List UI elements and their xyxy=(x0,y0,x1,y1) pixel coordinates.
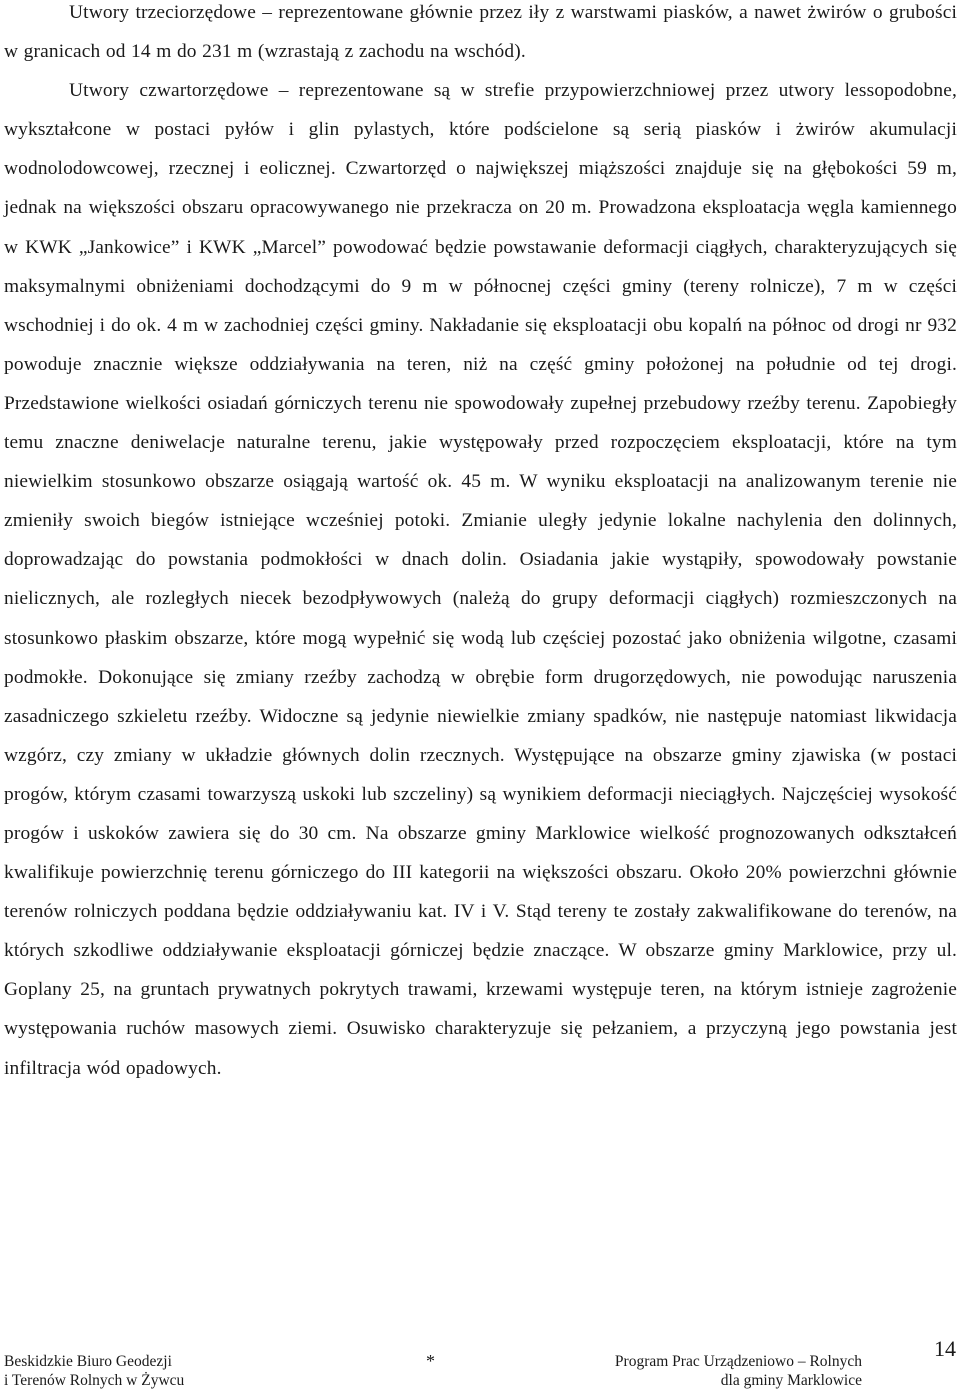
main-paragraph: Utwory czwartorzędowe – reprezentowane są w strefie przypowierzchniowej przez utwory lessopodobne, wykształcone w postaci pyłów i glin pylastych, które podścielone są serią piasków i żwirów akumulacji wodnolodowcowej, rzecznej i eolicznej. Czwartorzęd o największej miąższości znajduje się na głębokości 59 m, jednak na większości obszaru opracowywanego nie przekracza on 20 m. Prowadzona eksploatacja węgla kamiennego w KWK „Jankowice” i KWK „Marcel” powodować będzie powstawanie deformacji ciągłych, charakteryzujących się maksymalnymi obniżeniami dochodzącymi do 9 m w północnej części gminy (tereny rolnicze), 7 m w części wschodniej i do ok. 4 m w zachodniej części gminy. Nakładanie się eksploatacji obu kopalń na północ od drogi nr 932 powoduje znacznie większe oddziaływania na teren, niż na część gminy położonej na południe od tej drogi. Przedstawione wielkości osiadań górniczych terenu nie spowodowały zupełnej przebudowy rzeźby terenu. Zapobiegły temu znaczne deniwelacje naturalne terenu, jakie występowały przed rozpoczęciem eksploatacji, które na tym niewielkim stosunkowo obszarze osiągają wartość ok. 45 m. W wyniku eksploatacji na analizowanym terenie nie zmieniły swoich biegów istniejące wcześniej potoki. Zmianie uległy jedynie lokalne nachylenia den dolinnych, doprowadzając do powstania podmokłości w dnach dolin. Osiadania jakie wystąpiły, spowodowały powstanie nielicznych, ale rozległych niecek bezodpływowych (należą do grupy deformacji ciągłych) rozmieszczonych na stosunkowo płaskim obszarze, które mogą wypełnić się wodą lub częściej pozostać jako obniżenia wilgotne, czasami podmokłe. Dokonujące się zmiany rzeźby zachodzą w obrębie form drugorzędowych, nie powodując naruszenia zasadniczego szkieletu rzeźby. Widoczne są jedynie niewielkie zmiany spadków, nie następuje natomiast likwidacja wzgórz, czy zmiany w układzie głównych dolin rzecznych. Występujące na obszarze gminy zjawiska (w postaci progów, którym czasami towarzyszą uskoki lub szczeliny) są wynikiem deformacji nieciągłych. Najczęściej wysokość progów i uskoków zawiera się do 30 cm. Na obszarze gminy Marklowice wielkość prognozowanych odkształceń kwalifikuje powierzchnię terenu górniczego do III kategorii na większości obszaru. Około 20% powierzchni głównie terenów rolniczych poddana będzie oddziaływaniu kat. IV i V. Stąd tereny te zostały zakwalifikowane do terenów, na których szkodliwe oddziaływanie eksploatacji górniczej będzie znaczące. W obszarze gminy Marklowice, przy ul. Goplany 25, na gruntach prywatnych pokrytych trawami, krzewami występuje teren, na którym istnieje zagrożenie występowania ruchów masowych ziemi. Osuwisko charakteryzuje się pełzaniem, a przyczyną jego powstania jest infiltracja wód opadowych. xyxy=(4,80,957,1079)
footer-publisher-line2: i Terenów Rolnych w Żywcu xyxy=(4,1372,185,1389)
footer-publisher-line1: Beskidzkie Biuro Geodezji xyxy=(4,1353,172,1370)
footer-document-title xyxy=(615,1352,862,1390)
continuation-text: Utwory trzeciorzędowe – reprezentowane głównie przez iły z warstwami piasków, a nawet żwirów o grubości w granicach od 14 m do 231 m (wzrastają z zachodu na wschód). xyxy=(4,2,957,63)
footer-title-line1: Program Prac Urządzeniowo – Rolnych xyxy=(614,1353,862,1370)
page-footer xyxy=(0,1352,960,1389)
footer-title-line2: dla gminy Marklowice xyxy=(720,1372,862,1389)
page-number: 14 xyxy=(934,1336,956,1361)
document-body xyxy=(4,0,957,1088)
footer-separator: * xyxy=(426,1351,435,1371)
footer-publisher xyxy=(4,1352,184,1390)
